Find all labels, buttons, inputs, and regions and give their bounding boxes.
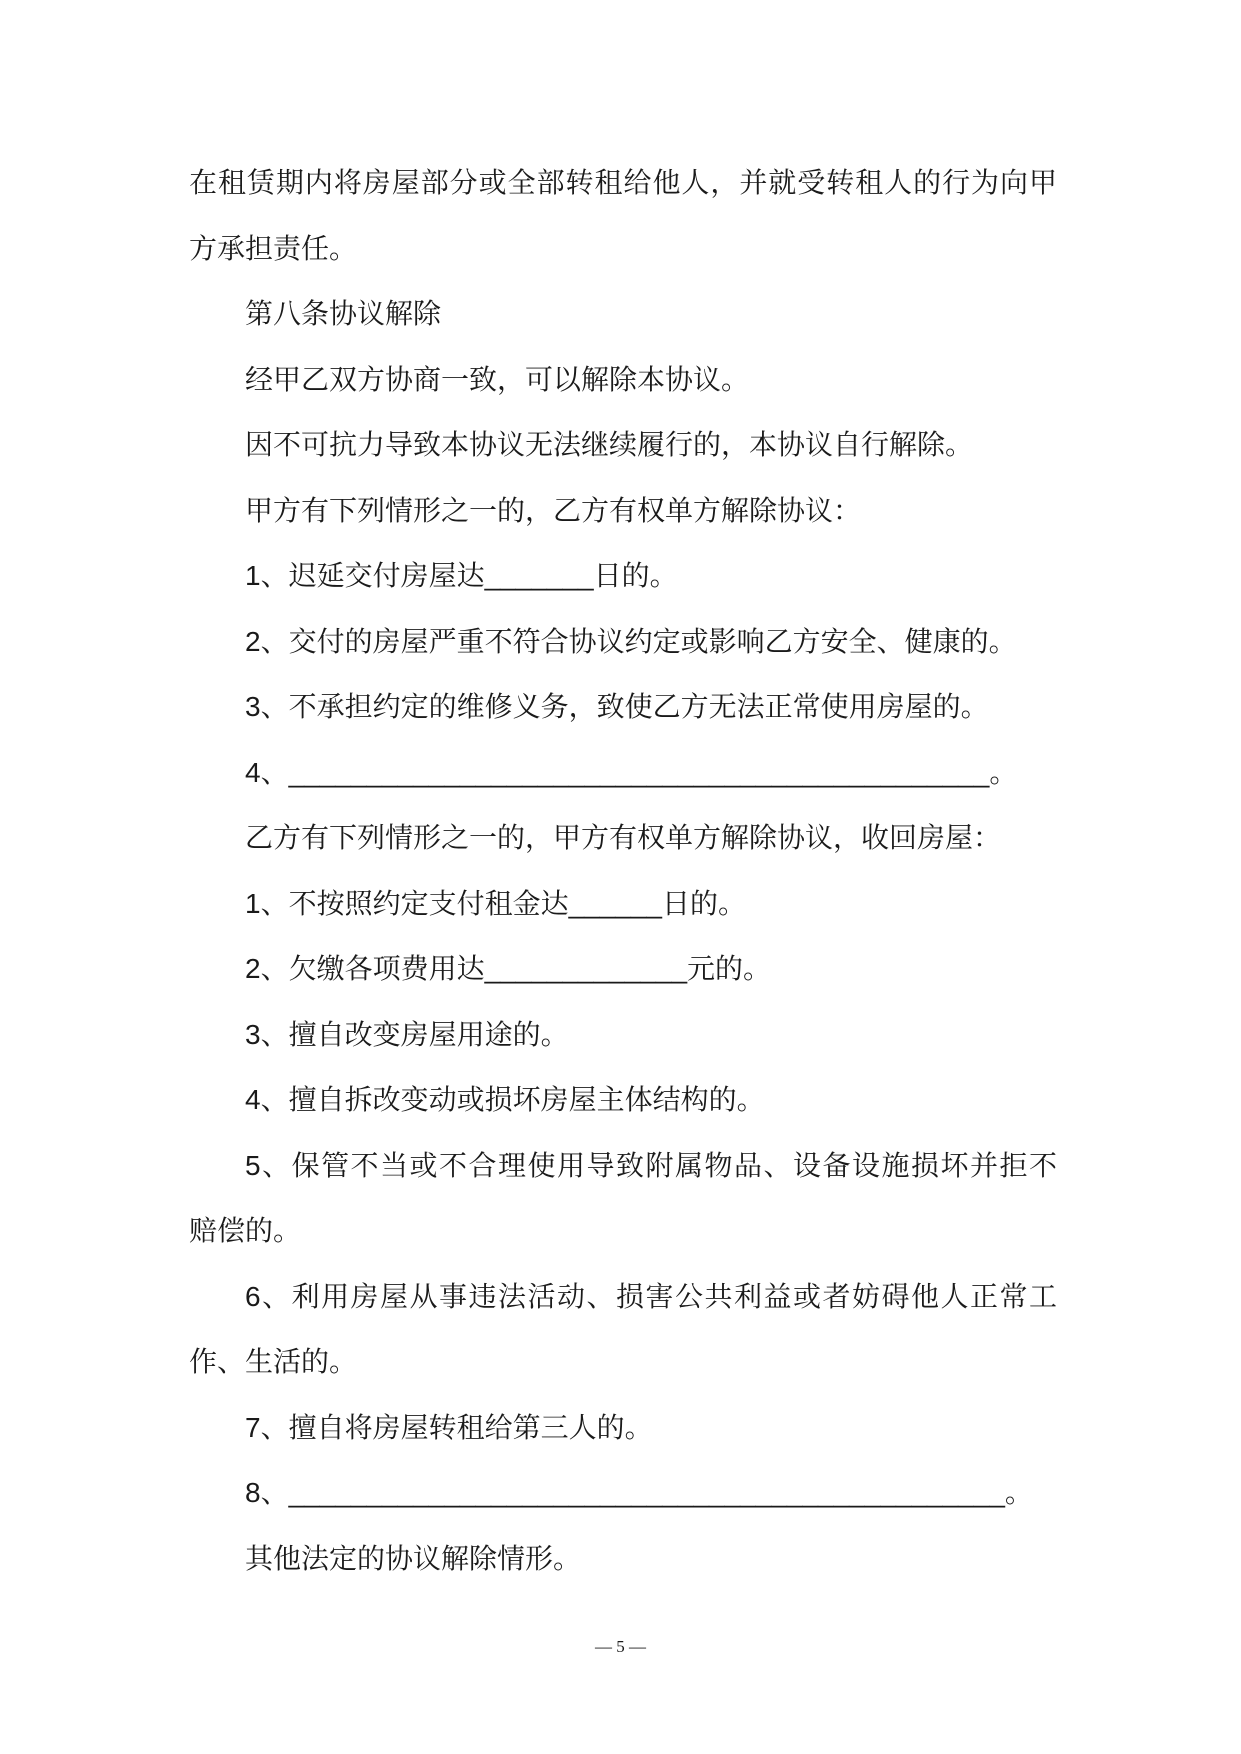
list-item-line: 赔偿的。 [189,1215,302,1246]
list-item-line: 2、交付的房屋严重不符合协议约定或影响乙方安全、健康的。 [245,625,1017,657]
list-item [189,543,1057,609]
page-number: — 5 — [595,1637,646,1656]
paragraph-party-b-conditions-intro [189,805,1057,871]
list-item-line: 作、生活的。 [189,1346,358,1377]
paragraph-sublet-clause [189,150,1057,281]
paragraph-line: 经甲乙双方协商一致，可以解除本协议。 [245,363,750,395]
list-item-line: 3、擅自改变房屋用途的。 [245,1018,569,1050]
list-item [189,609,1057,675]
list-item [189,674,1057,740]
list-item [189,1133,1057,1264]
list-item-line: 8、______________________________________________。 [245,1477,1033,1508]
paragraph-line: 乙方有下列情形之一的，甲方有权单方解除协议，收回房屋： [245,822,1002,853]
paragraph-line: 在租赁期内将房屋部分或全部转租给他人，并就受转租人的行为向甲 [189,167,1057,198]
paragraph-line: 因不可抗力导致本协议无法继续履行的，本协议自行解除。 [245,429,974,460]
section-heading-article-8 [189,281,1057,347]
paragraph [189,1526,1057,1592]
list-item [189,936,1057,1002]
list-item [189,1067,1057,1133]
list-item [189,1002,1057,1068]
list-item-blank [189,1460,1057,1526]
section-heading: 第八条协议解除 [245,298,442,329]
paragraph [189,412,1057,478]
paragraph-line: 方承担责任。 [189,232,358,264]
list-item-line: 6、利用房屋从事违法活动、损害公共利益或者妨碍他人正常工 [245,1280,1057,1312]
document-body [189,150,1057,1591]
list-item [189,1264,1057,1395]
list-item [189,871,1057,937]
list-item-line: 1、不按照约定支付租金达______日的。 [245,887,747,919]
paragraph [189,347,1057,413]
list-item-line: 4、_____________________________________________。 [245,756,1018,788]
list-item-line: 4、擅自拆改变动或损坏房屋主体结构的。 [245,1084,765,1115]
paragraph-line: 甲方有下列情形之一的，乙方有权单方解除协议： [245,494,862,526]
list-item-line: 7、擅自将房屋转租给第三人的。 [245,1411,653,1443]
list-item-line: 5、保管不当或不合理使用导致附属物品、设备设施损坏并拒不 [245,1149,1057,1181]
list-item-blank [189,740,1057,806]
list-item [189,1395,1057,1461]
list-item-line: 1、迟延交付房屋达_______日的。 [245,560,678,591]
paragraph-party-a-conditions-intro [189,478,1057,544]
list-item-line: 2、欠缴各项费用达_____________元的。 [245,953,772,984]
paragraph-line: 其他法定的协议解除情形。 [245,1542,582,1574]
list-item-line: 3、不承担约定的维修义务，致使乙方无法正常使用房屋的。 [245,691,989,722]
